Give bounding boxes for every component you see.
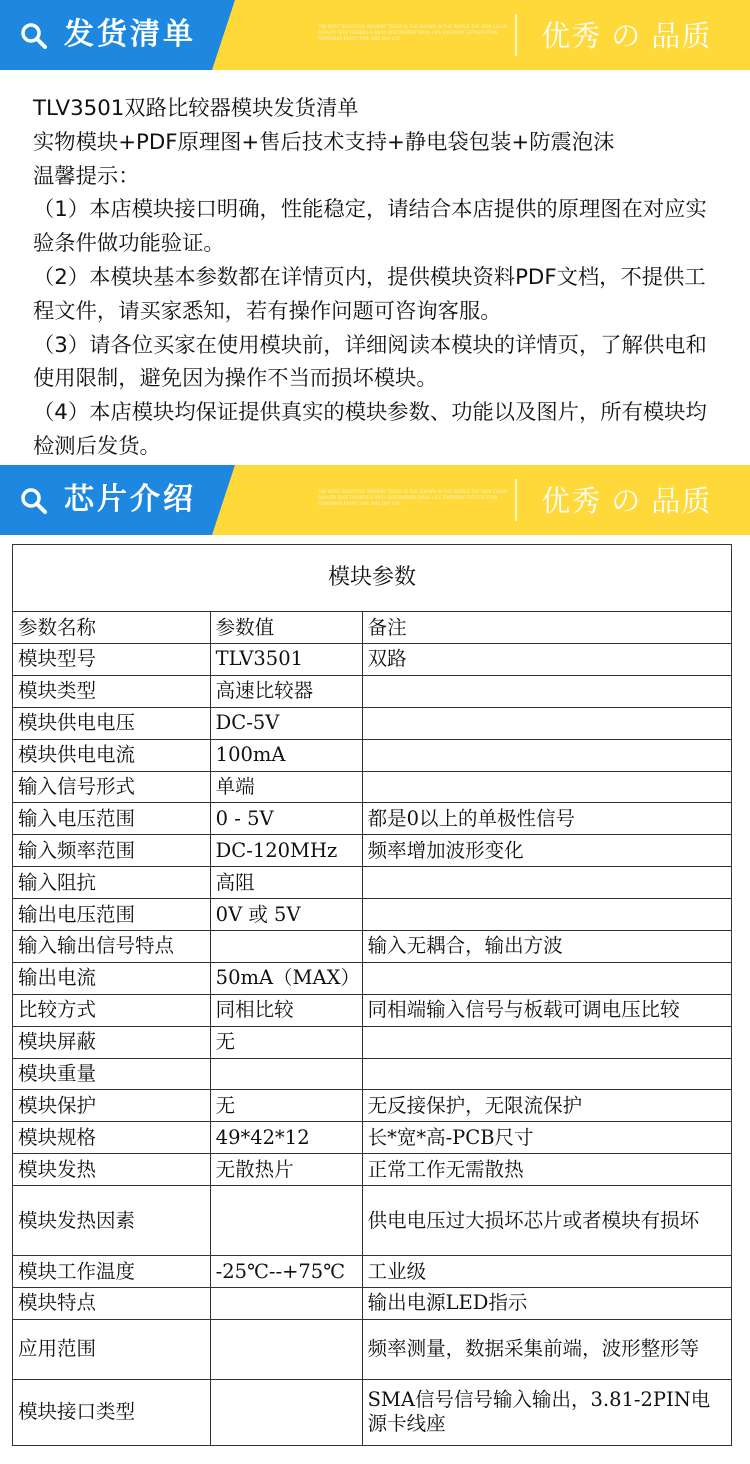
param-name-cell: 模块屏蔽	[13, 1026, 211, 1058]
param-note-cell	[362, 962, 731, 994]
param-name-cell: 模块工作温度	[13, 1256, 211, 1288]
table-row	[13, 1186, 732, 1256]
note-line: 实物模块+PDF原理图+售后技术支持+静电袋包装+防震泡沫	[33, 129, 615, 155]
banner-quality-slogan: 优秀 の 品质	[541, 484, 712, 518]
param-name-cell: 模块供电电压	[13, 707, 211, 739]
param-name-cell: 输出电流	[13, 962, 211, 994]
param-name-cell: 比较方式	[13, 994, 211, 1026]
param-name-cell: 输入输出信号特点	[13, 931, 211, 963]
param-note-cell: 输入无耦合，输出方波	[362, 931, 731, 963]
note-line: 温馨提示：	[33, 163, 140, 189]
param-note-cell	[362, 867, 731, 899]
param-name-cell: 输入频率范围	[13, 835, 211, 867]
param-value-cell: 50mA（MAX）	[210, 962, 362, 994]
param-value-cell: 0V 或 5V	[210, 899, 362, 931]
table-row	[13, 707, 732, 739]
param-name-cell: 模块重量	[13, 1058, 211, 1090]
table-row	[13, 803, 732, 835]
banner-title: 芯片介绍	[64, 482, 196, 517]
table-row	[13, 835, 732, 867]
table-caption: 模块参数	[13, 545, 732, 612]
parameter-table	[12, 544, 732, 1446]
shipping-notes	[33, 92, 723, 464]
table-row	[13, 899, 732, 931]
banner-quality-slogan: 优秀 の 品质	[541, 19, 712, 53]
param-note-cell: 输出电源LED指示	[362, 1288, 731, 1320]
param-name-cell: 应用范围	[13, 1319, 211, 1379]
table-row	[13, 675, 732, 707]
param-name-cell: 模块发热因素	[13, 1186, 211, 1256]
note-line: （1）本店模块接口明确，性能稳定，请结合本店提供的原理图在对应实验条件做功能验证。	[33, 197, 707, 257]
param-value-cell: 49*42*12	[210, 1122, 362, 1154]
table-row	[13, 1090, 732, 1122]
param-value-cell: 高阻	[210, 867, 362, 899]
param-note-cell: 双路	[362, 644, 731, 676]
param-value-cell: 高速比较器	[210, 675, 362, 707]
param-value-cell: 无	[210, 1026, 362, 1058]
param-note-cell: 都是0以上的单极性信号	[362, 803, 731, 835]
table-row	[13, 1379, 732, 1445]
param-value-cell	[210, 1186, 362, 1256]
param-note-cell	[362, 739, 731, 771]
param-note-cell: SMA信号信号输入输出，3.81-2PIN电源卡线座	[362, 1379, 731, 1445]
param-value-cell: -25℃--+75℃	[210, 1256, 362, 1288]
param-note-cell: 无反接保护，无限流保护	[362, 1090, 731, 1122]
param-note-cell: 工业级	[362, 1256, 731, 1288]
param-note-cell: 长*宽*高-PCB尺寸	[362, 1122, 731, 1154]
param-value-cell: 100mA	[210, 739, 362, 771]
table-header-row	[13, 612, 732, 644]
banner-divider	[515, 479, 517, 521]
param-name-cell: 输入阻抗	[13, 867, 211, 899]
banner-title: 发货清单	[64, 17, 196, 52]
table-row	[13, 1319, 732, 1379]
param-note-cell	[362, 675, 731, 707]
table-row	[13, 962, 732, 994]
param-note-cell: 正常工作无需散热	[362, 1154, 731, 1186]
search-icon	[20, 487, 48, 515]
section-banner-chip	[0, 465, 750, 535]
note-line: （2）本模块基本参数都在详情页内，提供模块资料PDF文档，不提供工程文件，请买家悉知，若有操作问题可咨询客服。	[33, 264, 706, 324]
param-name-cell: 模块型号	[13, 644, 211, 676]
table-row	[13, 1058, 732, 1090]
param-value-cell: 0 - 5V	[210, 803, 362, 835]
param-note-cell	[362, 771, 731, 803]
param-value-cell	[210, 1379, 362, 1445]
param-note-cell	[362, 899, 731, 931]
parameter-table-container	[12, 544, 732, 1446]
param-value-cell: 无	[210, 1090, 362, 1122]
section-banner-shipping	[0, 0, 750, 70]
table-row	[13, 1154, 732, 1186]
param-value-cell	[210, 1319, 362, 1379]
param-value-cell: 同相比较	[210, 994, 362, 1026]
param-value-cell: DC-120MHz	[210, 835, 362, 867]
param-note-cell: 频率增加波形变化	[362, 835, 731, 867]
param-note-cell: 频率测量，数据采集前端，波形整形等	[362, 1319, 731, 1379]
table-row	[13, 771, 732, 803]
table-row	[13, 739, 732, 771]
table-row	[13, 994, 732, 1026]
table-row	[13, 931, 732, 963]
param-name-cell: 模块接口类型	[13, 1379, 211, 1445]
param-name-cell: 输入电压范围	[13, 803, 211, 835]
param-value-cell	[210, 931, 362, 963]
param-value-cell: DC-5V	[210, 707, 362, 739]
banner-fine-print: THE MOST BEAUTIFUL MOMENT TODAY IS THE SHOWN IN THE WORLD THE SKIN CLEAN QUALITY GIVE FRIENDS A DAILY DISCOVERED SMILE LIFE EVERYDAY SATISFACTION REMEMBER EVERY TIME AND DAY LIFE	[318, 489, 508, 506]
param-note-cell	[362, 1058, 731, 1090]
table-row	[13, 644, 732, 676]
param-value-cell: 单端	[210, 771, 362, 803]
table-row	[13, 1288, 732, 1320]
banner-divider	[515, 14, 517, 56]
param-name-cell: 模块特点	[13, 1288, 211, 1320]
header-cell: 备注	[362, 612, 731, 644]
param-note-cell: 供电电压过大损坏芯片或者模块有损坏	[362, 1186, 731, 1256]
param-name-cell: 模块规格	[13, 1122, 211, 1154]
param-name-cell: 模块类型	[13, 675, 211, 707]
table-row	[13, 1122, 732, 1154]
header-cell: 参数名称	[13, 612, 211, 644]
param-note-cell	[362, 707, 731, 739]
param-value-cell: 无散热片	[210, 1154, 362, 1186]
header-cell: 参数值	[210, 612, 362, 644]
param-note-cell: 同相端输入信号与板载可调电压比较	[362, 994, 731, 1026]
table-row	[13, 1026, 732, 1058]
table-caption-row	[13, 545, 732, 612]
table-row	[13, 1256, 732, 1288]
param-value-cell	[210, 1058, 362, 1090]
param-name-cell: 模块供电电流	[13, 739, 211, 771]
param-name-cell: 模块发热	[13, 1154, 211, 1186]
param-name-cell: 输入信号形式	[13, 771, 211, 803]
note-line: TLV3501双路比较器模块发货清单	[33, 96, 359, 121]
param-name-cell: 输出电压范围	[13, 899, 211, 931]
search-icon	[20, 22, 48, 50]
banner-fine-print: THE MOST BEAUTIFUL MOMENT TODAY IS THE SHOWN IN THE WORLD THE SKIN CLEAN QUALITY GIVE FRIENDS A DAILY DISCOVERED SMILE LIFE EVERYDAY SATISFACTION REMEMBER EVERY TIME AND DAY LIFE	[318, 24, 508, 41]
param-value-cell: TLV3501	[210, 644, 362, 676]
param-note-cell	[362, 1026, 731, 1058]
param-value-cell	[210, 1288, 362, 1320]
note-line: （3）请各位买家在使用模块前，详细阅读本模块的详情页，了解供电和使用限制，避免因为操作不当而损坏模块。	[33, 332, 707, 392]
table-row	[13, 867, 732, 899]
param-name-cell: 模块保护	[13, 1090, 211, 1122]
note-line: （4）本店模块均保证提供真实的模块参数、功能以及图片，所有模块均检测后发货。	[33, 400, 707, 459]
